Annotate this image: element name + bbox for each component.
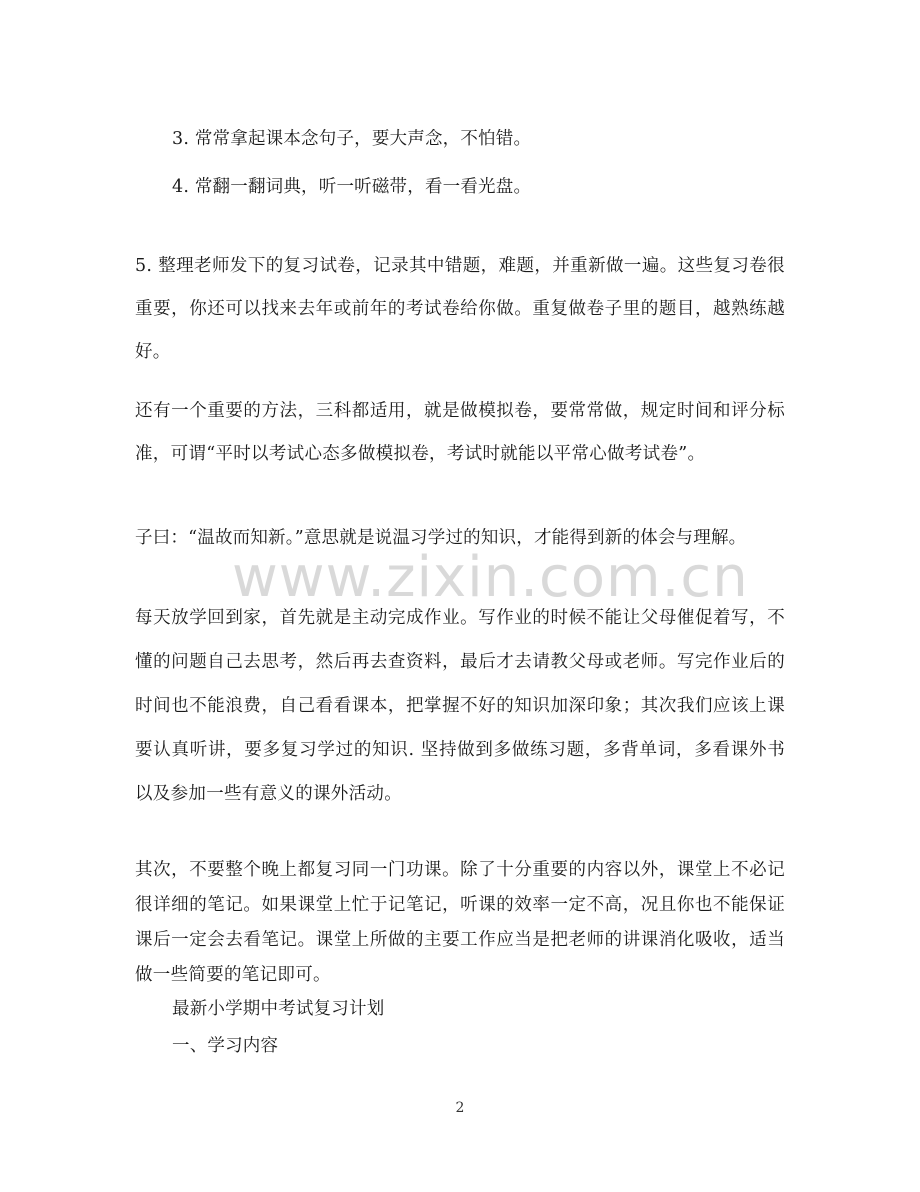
section-heading: 一、学习内容: [172, 1036, 279, 1056]
page-number: 2: [455, 1100, 465, 1116]
paragraph-mock-exam: 还有一个重要的方法，三科都适用，就是做模拟卷，要常常做，规定时间和评分标准，可谓“平时以考试心态多做模拟卷，考试时就能以平常心做考试卷”。: [135, 401, 785, 464]
list-item-3: 3. 常常拿起课本念句子，要大声念，不怕错。: [172, 129, 532, 149]
list-item-4: 4. 常翻一翻词典，听一听磁带，看一看光盘。: [172, 177, 532, 197]
paragraph-homework: 每天放学回到家，首先就是主动完成作业。写作业的时候不能让父母催促着写，不懂的问题自己去思考，然后再去查资料，最后才去请教父母或老师。写完作业后的时间也不能浪费，自己看看课本，把掌握不好的知识加深印象；其次我们应该上课要认真听讲，要多复习学过的知识. 坚持做到多做练习题，多背单词，多看课外书以及参加一些有意义的课外活动。: [135, 608, 785, 804]
list-item-5: 5. 整理老师发下的复习试卷，记录其中错题，难题，并重新做一遍。这些复习卷很重要，你还可以找来去年或前年的考试卷给你做。重复做卷子里的题目，越熟练越好。: [135, 256, 785, 362]
paragraph-confucius: 子曰：“温故而知新。”意思就是说温习学过的知识，才能得到新的体会与理解。: [135, 528, 747, 548]
section-title: 最新小学期中考试复习计划: [172, 999, 385, 1019]
watermark: www.zixin.com.cn: [232, 545, 749, 610]
paragraph-notes: 其次，不要整个晚上都复习同一门功课。除了十分重要的内容以外，课堂上不必记很详细的笔记。如果课堂上忙于记笔记，听课的效率一定不高，况且你也不能保证课后一定会去看笔记。课堂上所做的主要工作应当是把老师的讲课消化吸收，适当做一些简要的笔记即可。: [135, 860, 785, 985]
